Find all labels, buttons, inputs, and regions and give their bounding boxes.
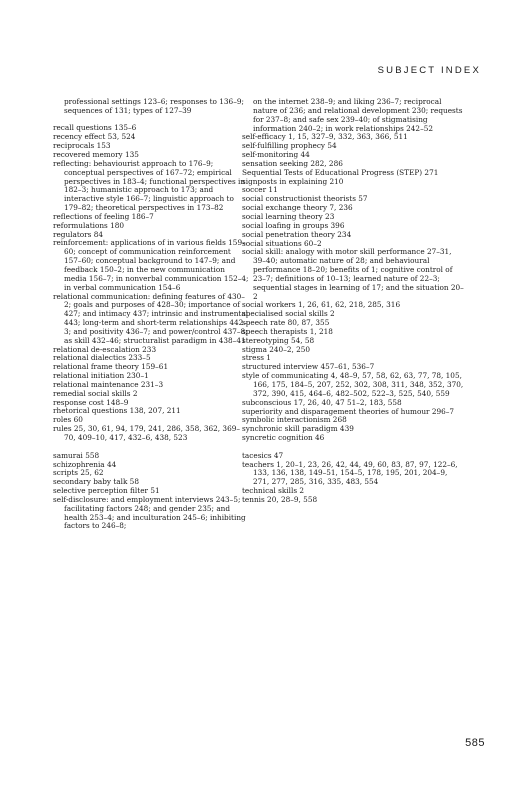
index-entry: social learning theory 23 — [242, 211, 335, 221]
index-entry: sensation seeking 282, 286 — [242, 158, 343, 168]
index-entry: tacesics 47 — [242, 450, 284, 460]
index-entry: self-efficacy 1, 15, 327–9, 332, 363, 366, 511 — [242, 132, 408, 142]
index-entry: response cost 148–9 — [53, 397, 129, 407]
index-entry: relational dialectics 233–5 — [53, 353, 151, 363]
index-entry-continued: on the internet 238–9; and liking 236–7; reciprocal nature of 236; and relational development 230; requests for 237–8; and safe sex 239–40; of stigmatising information 240–2; in work relationships 242–52 — [253, 97, 463, 133]
index-entry: recovered memory 135 — [53, 150, 139, 160]
index-entry: relational frame theory 159–61 — [53, 362, 169, 372]
index-entry: self-disclosure: and employment interviews 243–5; facilitating factors 248; and gender 235; and health 253–4; and inculturation 245–6; inhibiting factors to 246–8; — [53, 494, 246, 531]
index-entry: schizophrenia 44 — [53, 459, 117, 469]
index-entry: secondary baby talk 58 — [53, 477, 139, 487]
index-entry: speech therapists 1, 218 — [242, 326, 333, 336]
index-column-right — [242, 98, 464, 505]
index-entry: relational maintenance 231–3 — [53, 379, 164, 389]
index-entry: synchronic skill paradigm 439 — [242, 424, 354, 434]
index-entry: social situations 60–2 — [242, 238, 322, 248]
index-entry: stress 1 — [242, 353, 271, 363]
index-entry: syncretic cognition 46 — [242, 433, 325, 443]
index-entry: relational communication: defining features of 430–2; goals and purposes of 428–30; importance of 427; and intimacy 437; intrinsic and instrumental 443; long-term and short-term relationships 442–3; and positivity 436–7; and power/control 437–8; as skill 432–46; structuralist paradigm in 438–41 — [53, 291, 249, 345]
index-entry: social exchange theory 7, 236 — [242, 203, 353, 213]
index-entry: self-monitoring 44 — [242, 150, 310, 160]
index-entry: speech rate 80, 87, 355 — [242, 318, 330, 328]
index-entry: remedial social skills 2 — [53, 388, 138, 398]
index-entry: signposts in explaining 210 — [242, 176, 344, 186]
index-entry: roles 60 — [53, 415, 83, 425]
index-entry: rules 25, 30, 61, 94, 179, 241, 286, 358, 362, 369–70, 409–10, 417, 432–6, 438, 523 — [53, 424, 241, 443]
index-entry: social workers 1, 26, 61, 62, 218, 285, 316 — [242, 300, 401, 310]
index-entry: technical skills 2 — [242, 486, 305, 496]
index-entry-continued: professional settings 123–6; responses to 136–9; sequences of 131; types of 127–39 — [64, 97, 244, 115]
index-entry: reflections of feeling 186–7 — [53, 211, 154, 221]
index-entry: reformulations 180 — [53, 220, 125, 230]
index-entry: self-fulfilling prophecy 54 — [242, 141, 337, 151]
index-entry: regulators 84 — [53, 229, 104, 239]
index-entry: social loafing in groups 396 — [242, 220, 345, 230]
index-entry: reflecting: behaviourist approach to 176–9; conceptual perspectives of 167–72; empirical perspectives in 183–4; functional perspectives in 182–3; humanistic approach to 173; and interactive style 166–7; linguistic approach to 179–82; theoretical perspectives in 173–82 — [53, 158, 246, 213]
index-entry: Sequential Tests of Educational Progress (STEP) 271 — [242, 167, 439, 177]
index-entry: social skill: analogy with motor skill performance 27–31, 39–40; automatic nature of 28; and behavioural performance 18–20; benefits of 1; cognitive control of 23–7; definitions of 10–13; learned nature of 22–3; sequential stages in learning of 17; and the situation 20–2 — [242, 247, 464, 301]
index-entry: samurai 558 — [53, 450, 100, 460]
index-entry: reinforcement: applications of in various fields 159–60; concept of communication reinforcement 157–60; conceptual background to 147–9; and feedback 150–2; in the new communication media 156–7; in nonverbal communication 152–4; in verbal communication 154–6 — [53, 238, 249, 292]
index-entry: stereotyping 54, 58 — [242, 335, 315, 345]
index-column-left — [53, 98, 249, 531]
index-entry: structured interview 457–61, 536–7 — [242, 362, 375, 372]
index-entry: rhetorical questions 138, 207, 211 — [53, 406, 181, 416]
index-entry: selective perception filter 51 — [53, 486, 160, 496]
index-entry: social constructionist theorists 57 — [242, 194, 368, 204]
index-entry: superiority and disparagement theories of humour 296–7 — [242, 406, 455, 416]
index-entry: subconscious 17, 26, 40, 47 51–2, 183, 558 — [242, 397, 402, 407]
index-entry: recall questions 135–6 — [53, 123, 137, 133]
index-entry: soccer 11 — [242, 185, 278, 195]
index-entry: relational de-escalation 233 — [53, 344, 157, 354]
index-entry: style of communicating 4, 48–9, 57, 58, 62, 63, 77, 78, 105, 166, 175, 184–5, 207, 252, 302, 308, 311, 348, 352, 370, 372, 390, 415, 464–6, 482–502, 522–3, 525, 540, 559 — [242, 371, 464, 398]
index-entry: recency effect 53, 524 — [53, 132, 136, 142]
index-entry: scripts 25, 62 — [53, 468, 104, 478]
index-entry: symbolic interactionism 268 — [242, 415, 347, 425]
page-number: 585 — [465, 737, 485, 749]
index-entry: stigma 240–2, 250 — [242, 344, 311, 354]
index-entry: teachers 1, 20–1, 23, 26, 42, 44, 49, 60, 83, 87, 97, 122–6, 133, 136, 138, 149–51, 154–5, 178, 195, 201, 204–9, 271, 277, 285, 316, 335, 483, 554 — [242, 459, 458, 487]
index-entry: social penetration theory 234 — [242, 229, 352, 239]
index-entry: relational initiation 230–1 — [53, 371, 149, 381]
index-entry: tennis 20, 28–9, 558 — [242, 494, 318, 504]
index-entry: specialised social skills 2 — [242, 309, 335, 319]
running-header: SUBJECT INDEX — [377, 65, 481, 76]
index-entry: reciprocals 153 — [53, 141, 111, 151]
